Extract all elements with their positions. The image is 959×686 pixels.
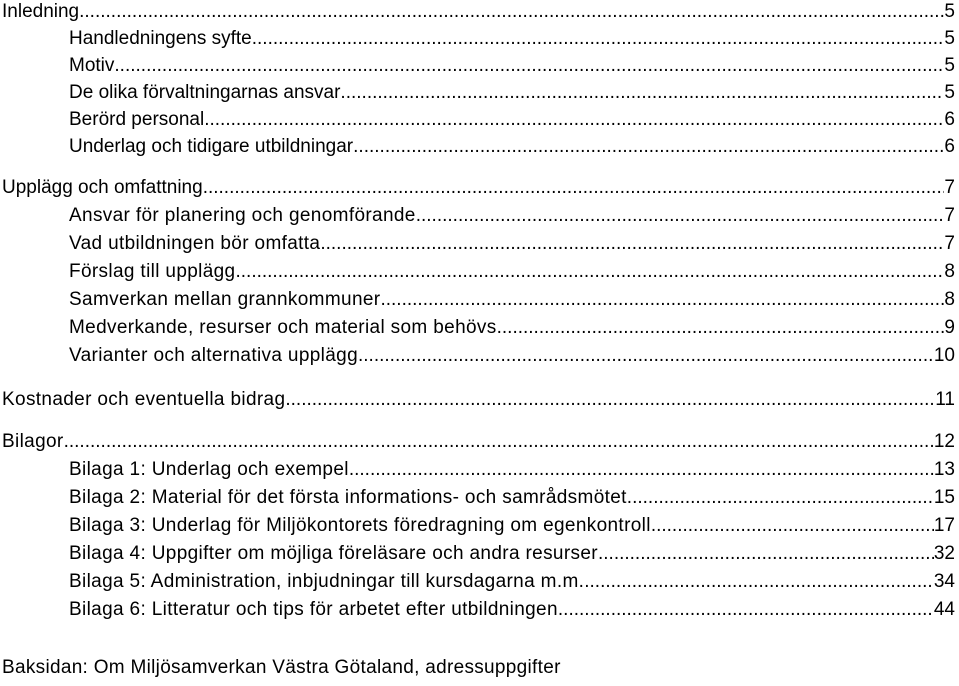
toc-entry-berord-personal[interactable] [0, 108, 955, 132]
toc-entry-bilaga-4[interactable] [0, 542, 955, 566]
toc-dot-leader [349, 458, 934, 482]
toc-entry-bilaga-2[interactable] [0, 486, 955, 510]
toc-entry-title: De olika förvaltningarnas ansvar [69, 82, 341, 103]
toc-entry-bilagor[interactable] [0, 430, 955, 454]
toc-entry-title: Vad utbildningen bör omfatta [69, 233, 321, 254]
toc-entry-page: 5 [944, 82, 955, 103]
toc-entry-forvaltningarnas-ansvar[interactable] [0, 81, 955, 105]
toc-entry-page: 13 [933, 459, 955, 480]
toc-entry-page: 8 [944, 261, 955, 282]
toc-entry-title: Bilaga 5: Administration, inbjudningar till kursdagarna m.m. [69, 571, 585, 592]
toc-entry-title: Bilaga 4: Uppgifter om möjliga föreläsare och andra resurser [69, 543, 598, 564]
toc-entry-medverkande-resurser[interactable] [0, 316, 955, 340]
toc-entry-page: 44 [933, 599, 955, 620]
toc-entry-ansvar-planering[interactable] [0, 204, 955, 228]
toc-entry-title: Underlag och tidigare utbildningar [69, 136, 354, 157]
toc-entry-page: 7 [944, 233, 955, 254]
toc-entry-page: 8 [944, 289, 955, 310]
toc-entry-page: 7 [944, 205, 955, 226]
toc-entry-page: 6 [944, 136, 955, 157]
toc-entry-title: Motiv [69, 55, 115, 76]
toc-entry-underlag-tidigare[interactable] [0, 135, 955, 159]
toc-dot-leader [235, 260, 944, 284]
toc-dot-leader [204, 108, 944, 132]
toc-entry-page: 6 [944, 109, 955, 130]
toc-entry-title: Bilaga 3: Underlag för Miljökontorets föredragning om egenkontroll [69, 515, 651, 536]
toc-entry-title: Kostnader och eventuella bidrag [2, 389, 286, 410]
toc-entry-title: Varianter och alternativa upplägg [69, 345, 358, 366]
toc-entry-bilaga-1[interactable] [0, 458, 955, 482]
toc-entry-bilaga-6[interactable] [0, 598, 955, 622]
back-cover-note: Baksidan: Om Miljösamverkan Västra Götaland, adressuppgifter [2, 657, 561, 678]
toc-entry-title: Bilaga 6: Litteratur och tips för arbetet efter utbildningen [69, 599, 558, 620]
toc-entry-title: Förslag till upplägg [69, 261, 236, 282]
toc-dot-leader [598, 542, 934, 566]
toc-dot-leader [252, 27, 945, 51]
toc-dot-leader [416, 204, 945, 228]
toc-entry-title: Medverkande, resurser och material som behövs [69, 317, 497, 338]
toc-entry-bilaga-5[interactable] [0, 570, 955, 594]
toc-entry-title: Bilaga 2: Material för det första informations- och samrådsmötet [69, 487, 627, 508]
toc-entry-page: 12 [933, 431, 955, 452]
toc-entry-page: 10 [933, 345, 955, 366]
toc-entry-page: 15 [933, 487, 955, 508]
toc-dot-leader [285, 388, 935, 412]
toc-dot-leader [558, 598, 934, 622]
toc-entry-handledningens-syfte[interactable] [0, 27, 955, 51]
toc-entry-page: 17 [933, 515, 955, 536]
toc-dot-leader [353, 135, 944, 159]
toc-dot-leader [627, 486, 934, 510]
toc-entry-inledning[interactable] [0, 0, 955, 24]
toc-entry-utbildningen-omfatta[interactable] [0, 232, 955, 256]
toc-entry-page: 32 [933, 543, 955, 564]
toc-dot-leader [203, 176, 945, 200]
toc-entry-title: Upplägg och omfattning [2, 177, 203, 198]
toc-dot-leader [651, 514, 934, 538]
toc-dot-leader [497, 316, 945, 340]
toc-dot-leader [584, 570, 934, 594]
toc-dot-leader [79, 0, 944, 24]
toc-entry-page: 9 [944, 317, 955, 338]
toc-entry-title: Bilagor [2, 431, 64, 452]
toc-entry-title: Handledningens syfte [69, 28, 252, 49]
toc-entry-page: 5 [944, 28, 955, 49]
toc-entry-title: Samverkan mellan grannkommuner [69, 289, 381, 310]
toc-entry-kostnader-bidrag[interactable] [0, 388, 955, 412]
toc-entry-page: 11 [935, 389, 955, 410]
toc-entry-title: Berörd personal [69, 109, 205, 130]
toc-entry-varianter-upplagg[interactable] [0, 344, 955, 368]
toc-entry-forslag-upplagg[interactable] [0, 260, 955, 284]
toc-dot-leader [64, 430, 934, 454]
toc-entry-page: 5 [944, 1, 955, 22]
toc-entry-upplagg-omfattning[interactable] [0, 176, 955, 200]
toc-dot-leader [380, 288, 944, 312]
toc-entry-page: 7 [944, 177, 955, 198]
toc-dot-leader [358, 344, 934, 368]
toc-entry-page: 5 [944, 55, 955, 76]
toc-entry-samverkan-grannkommuner[interactable] [0, 288, 955, 312]
toc-entry-page: 34 [933, 571, 955, 592]
toc-dot-leader [340, 81, 944, 105]
toc-entry-title: Bilaga 1: Underlag och exempel [69, 459, 349, 480]
toc-dot-leader [320, 232, 944, 256]
toc-entry-motiv[interactable] [0, 54, 955, 78]
toc-entry-title: Ansvar för planering och genomförande [69, 205, 416, 226]
toc-entry-bilaga-3[interactable] [0, 514, 955, 538]
toc-entry-title: Inledning [2, 1, 80, 22]
toc-dot-leader [114, 54, 944, 78]
